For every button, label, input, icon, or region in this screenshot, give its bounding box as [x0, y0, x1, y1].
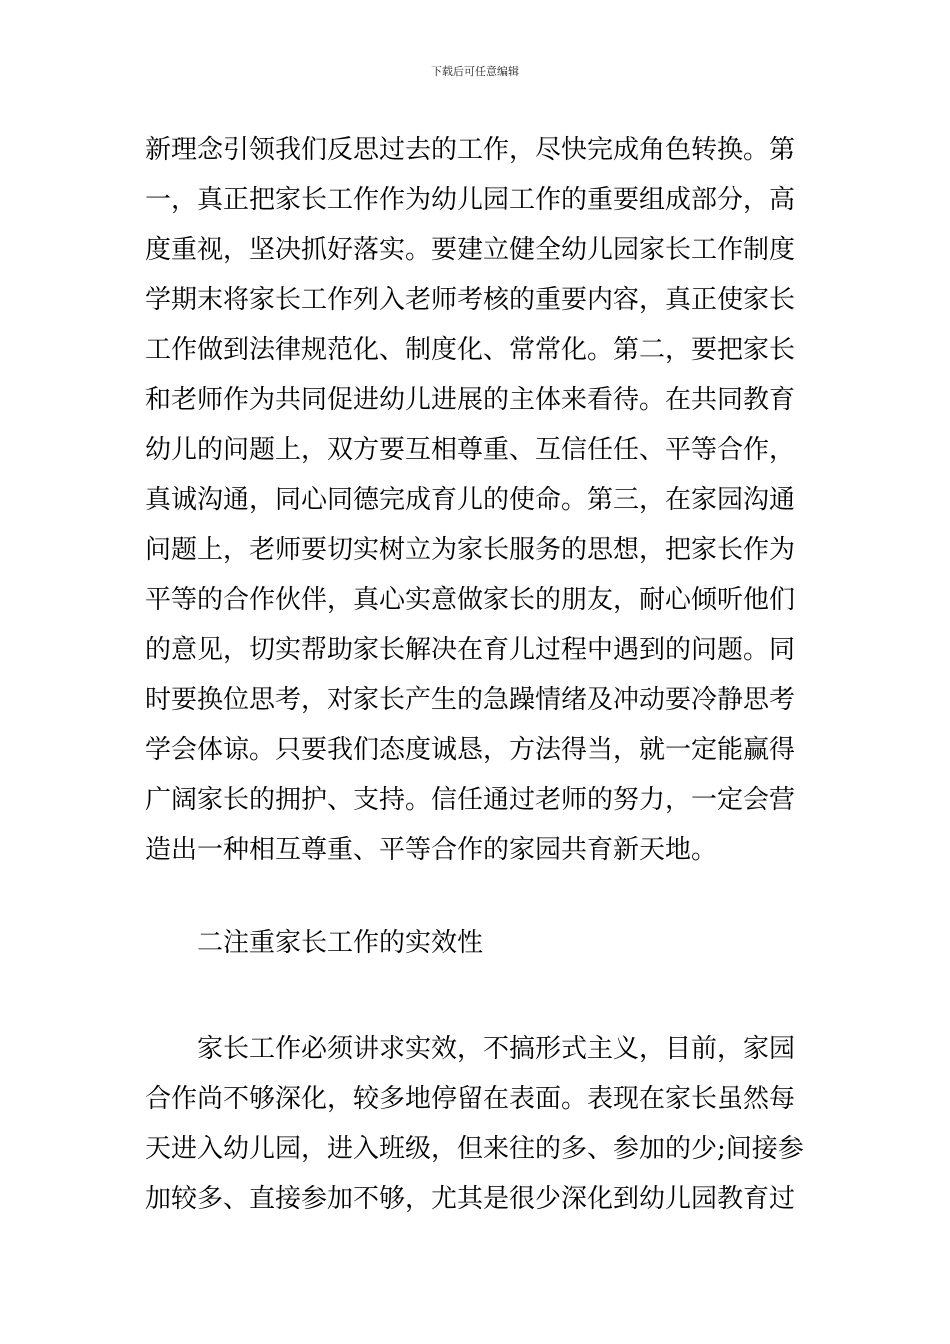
paragraph-line: 学期末将家长工作列入老师考核的重要内容，真正使家长 — [145, 285, 796, 315]
paragraph-line: 新理念引领我们反思过去的工作，尽快完成角色转换。第 — [145, 135, 796, 165]
paragraph-line: 学会体谅。只要我们态度诚恳，方法得当，就一定能赢得 — [145, 735, 796, 765]
paragraph-line: 造出一种相互尊重、平等合作的家园共育新天地。 — [145, 835, 718, 865]
paragraph-2 — [145, 1024, 805, 1224]
paragraph-1 — [145, 125, 805, 875]
paragraph-line: 和老师作为共同促进幼儿进展的主体来看待。在共同教育 — [145, 385, 796, 415]
paragraph-line: 真诚沟通，同心同德完成育儿的使命。第三，在家园沟通 — [145, 485, 796, 515]
section-heading: 二注重家长工作的实效性 — [197, 928, 484, 958]
paragraph-line: 天进入幼儿园，进入班级，但来往的多、参加的少;间接参 — [145, 1134, 804, 1164]
paragraph-line: 一，真正把家长工作作为幼儿园工作的重要组成部分，高 — [145, 185, 796, 215]
paragraph-line: 家长工作必须讲求实效，不搞形式主义，目前，家园 — [197, 1034, 796, 1064]
paragraph-line: 幼儿的问题上，双方要互相尊重、互信任任、平等合作， — [145, 435, 796, 465]
paragraph-line: 合作尚不够深化，较多地停留在表面。表现在家长虽然每 — [145, 1084, 796, 1114]
page-header: 下载后可任意编辑 — [431, 65, 519, 78]
paragraph-line: 加较多、直接参加不够，尤其是很少深化到幼儿园教育过 — [145, 1184, 796, 1214]
paragraph-line: 度重视，坚决抓好落实。要建立健全幼儿园家长工作制度 — [145, 235, 796, 265]
paragraph-line: 平等的合作伙伴，真心实意做家长的朋友，耐心倾听他们 — [145, 585, 796, 615]
paragraph-line: 问题上，老师要切实树立为家长服务的思想，把家长作为 — [145, 535, 796, 565]
paragraph-line: 广阔家长的拥护、支持。信任通过老师的努力，一定会营 — [145, 785, 796, 815]
paragraph-line: 工作做到法律规范化、制度化、常常化。第二，要把家长 — [145, 335, 796, 365]
paragraph-line: 的意见，切实帮助家长解决在育儿过程中遇到的问题。同 — [145, 635, 796, 665]
paragraph-line: 时要换位思考，对家长产生的急躁情绪及冲动要冷静思考 — [145, 685, 796, 715]
